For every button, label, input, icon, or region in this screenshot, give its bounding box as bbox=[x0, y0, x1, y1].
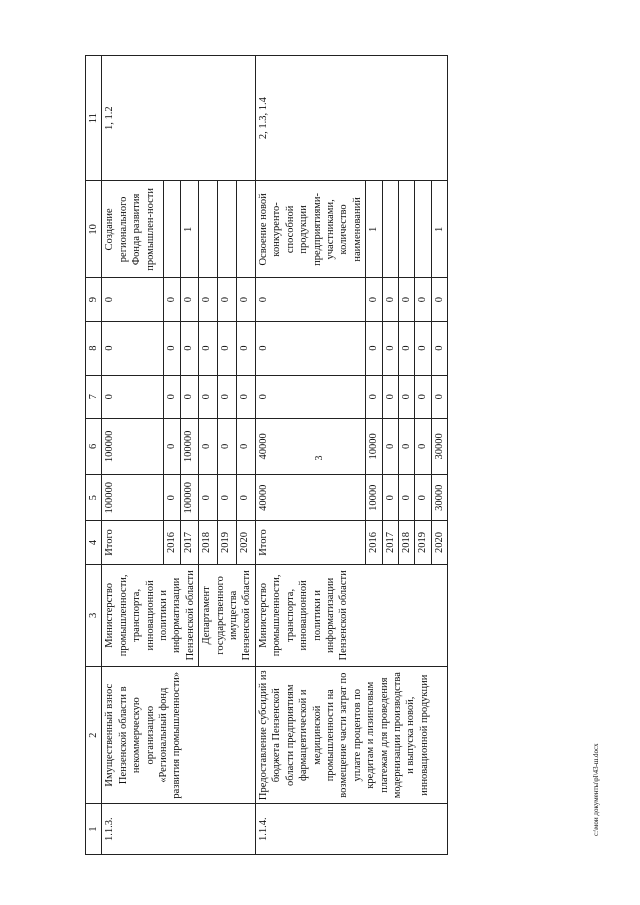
header-cell: 5 bbox=[86, 474, 102, 520]
header-cell: 8 bbox=[86, 321, 102, 375]
value: 0 bbox=[431, 321, 447, 375]
value: 0 bbox=[199, 321, 218, 375]
value: 0 bbox=[398, 474, 414, 520]
value: 0 bbox=[366, 278, 382, 321]
value: 0 bbox=[163, 418, 181, 474]
row-number: 1.1.4. bbox=[255, 804, 447, 855]
total-value: 100000 bbox=[102, 474, 163, 520]
indicator-value bbox=[382, 181, 398, 278]
value: 0 bbox=[199, 418, 218, 474]
year: 2016 bbox=[366, 521, 382, 564]
file-path-footer: c:\мои документы\pl\43-ш.docx bbox=[592, 743, 600, 836]
row-number: 1.1.3. bbox=[102, 804, 255, 855]
total-value: 0 bbox=[102, 375, 163, 418]
indicator-value bbox=[218, 181, 237, 278]
links: 2, 1.3, 1.4 bbox=[255, 56, 447, 181]
value: 100000 bbox=[181, 474, 199, 520]
value: 30000 bbox=[431, 418, 447, 474]
total-value: 0 bbox=[255, 321, 365, 375]
value: 0 bbox=[398, 278, 414, 321]
value: 0 bbox=[163, 278, 181, 321]
value: 0 bbox=[366, 321, 382, 375]
value: 0 bbox=[431, 375, 447, 418]
header-cell: 3 bbox=[86, 564, 102, 667]
value: 0 bbox=[382, 375, 398, 418]
activity-name: Предоставление субсидий из бюджета Пензенской области предприятиям фармацевтической и медицинской промышленности на возмещение части затрат по уплате процентов по кредитам и лизинговым платежам для проведения модернизации производства и выпуска новой, инновационной продукции bbox=[255, 667, 447, 804]
header-cell: 11 bbox=[86, 56, 102, 181]
total-value: 40000 bbox=[255, 474, 365, 520]
value: 0 bbox=[415, 474, 431, 520]
header-cell: 2 bbox=[86, 667, 102, 804]
program-table bbox=[85, 55, 448, 855]
year: 2016 bbox=[163, 521, 181, 564]
indicator: Создание регионального Фонда развития промышлен-ности bbox=[102, 181, 163, 278]
indicator-value: 1 bbox=[431, 181, 447, 278]
executor: Министерство промышленности, транспорта, инновационной политики и информатизации Пензенской области bbox=[255, 564, 447, 667]
value: 0 bbox=[181, 321, 199, 375]
value: 0 bbox=[237, 278, 256, 321]
value: 0 bbox=[415, 418, 431, 474]
executor: Министерство промышленности, транспорта, инновационной политики и информатизации Пензенской области bbox=[102, 564, 199, 667]
year: 2020 bbox=[237, 521, 256, 564]
value: 0 bbox=[218, 278, 237, 321]
indicator-value bbox=[398, 181, 414, 278]
total-value: 100000 bbox=[102, 418, 163, 474]
year: 2019 bbox=[415, 521, 431, 564]
indicator-value: 1 bbox=[366, 181, 382, 278]
value: 0 bbox=[382, 278, 398, 321]
value: 30000 bbox=[431, 474, 447, 520]
year: 2017 bbox=[382, 521, 398, 564]
header-cell: 10 bbox=[86, 181, 102, 278]
value: 0 bbox=[163, 321, 181, 375]
header-cell: 4 bbox=[86, 521, 102, 564]
value: 100000 bbox=[181, 418, 199, 474]
page-number: 3 bbox=[314, 455, 325, 461]
activity-name: Имущественный взнос Пензенской области в некоммерческую организацию «Региональный фонд развития промышленности» bbox=[102, 667, 255, 804]
rotated-page bbox=[85, 55, 615, 855]
value: 0 bbox=[199, 278, 218, 321]
year: 2020 bbox=[431, 521, 447, 564]
value: 0 bbox=[163, 474, 181, 520]
value: 0 bbox=[382, 474, 398, 520]
executor: Департамент государственного имущества Пензенской области bbox=[199, 564, 256, 667]
header-cell: 9 bbox=[86, 278, 102, 321]
links: 1, 1.2 bbox=[102, 56, 255, 181]
value: 0 bbox=[163, 375, 181, 418]
year: 2018 bbox=[199, 521, 218, 564]
total-value: 0 bbox=[102, 321, 163, 375]
value: 0 bbox=[398, 418, 414, 474]
indicator-value bbox=[199, 181, 218, 278]
year: 2018 bbox=[398, 521, 414, 564]
total-label: Итого bbox=[255, 521, 365, 564]
value: 0 bbox=[382, 321, 398, 375]
header-cell: 7 bbox=[86, 375, 102, 418]
indicator-value: 1 bbox=[181, 181, 199, 278]
value: 0 bbox=[366, 375, 382, 418]
value: 0 bbox=[398, 321, 414, 375]
total-value: 40000 bbox=[255, 418, 365, 474]
total-value: 0 bbox=[255, 375, 365, 418]
value: 0 bbox=[181, 278, 199, 321]
value: 0 bbox=[398, 375, 414, 418]
total-label: Итого bbox=[102, 521, 163, 564]
value: 0 bbox=[218, 321, 237, 375]
total-value: 0 bbox=[255, 278, 365, 321]
value: 0 bbox=[237, 418, 256, 474]
header-row bbox=[86, 56, 102, 855]
value: 0 bbox=[218, 474, 237, 520]
value: 10000 bbox=[366, 418, 382, 474]
value: 0 bbox=[415, 278, 431, 321]
indicator-value bbox=[237, 181, 256, 278]
value: 0 bbox=[237, 375, 256, 418]
indicator-value bbox=[163, 181, 181, 278]
total-value: 0 bbox=[102, 278, 163, 321]
table-row bbox=[102, 56, 163, 855]
value: 0 bbox=[237, 321, 256, 375]
year: 2019 bbox=[218, 521, 237, 564]
value: 0 bbox=[218, 418, 237, 474]
year: 2017 bbox=[181, 521, 199, 564]
header-cell: 1 bbox=[86, 804, 102, 855]
value: 0 bbox=[237, 474, 256, 520]
value: 0 bbox=[199, 474, 218, 520]
value: 0 bbox=[431, 278, 447, 321]
indicator-value bbox=[415, 181, 431, 278]
value: 0 bbox=[181, 375, 199, 418]
value: 0 bbox=[382, 418, 398, 474]
header-cell: 6 bbox=[86, 418, 102, 474]
indicator: Освоение новой конкуренто-способной продукции предприятиями-участниками, количество наименований bbox=[255, 181, 365, 278]
value: 0 bbox=[218, 375, 237, 418]
value: 0 bbox=[415, 375, 431, 418]
value: 0 bbox=[199, 375, 218, 418]
value: 0 bbox=[415, 321, 431, 375]
value: 10000 bbox=[366, 474, 382, 520]
table-row bbox=[255, 56, 365, 855]
